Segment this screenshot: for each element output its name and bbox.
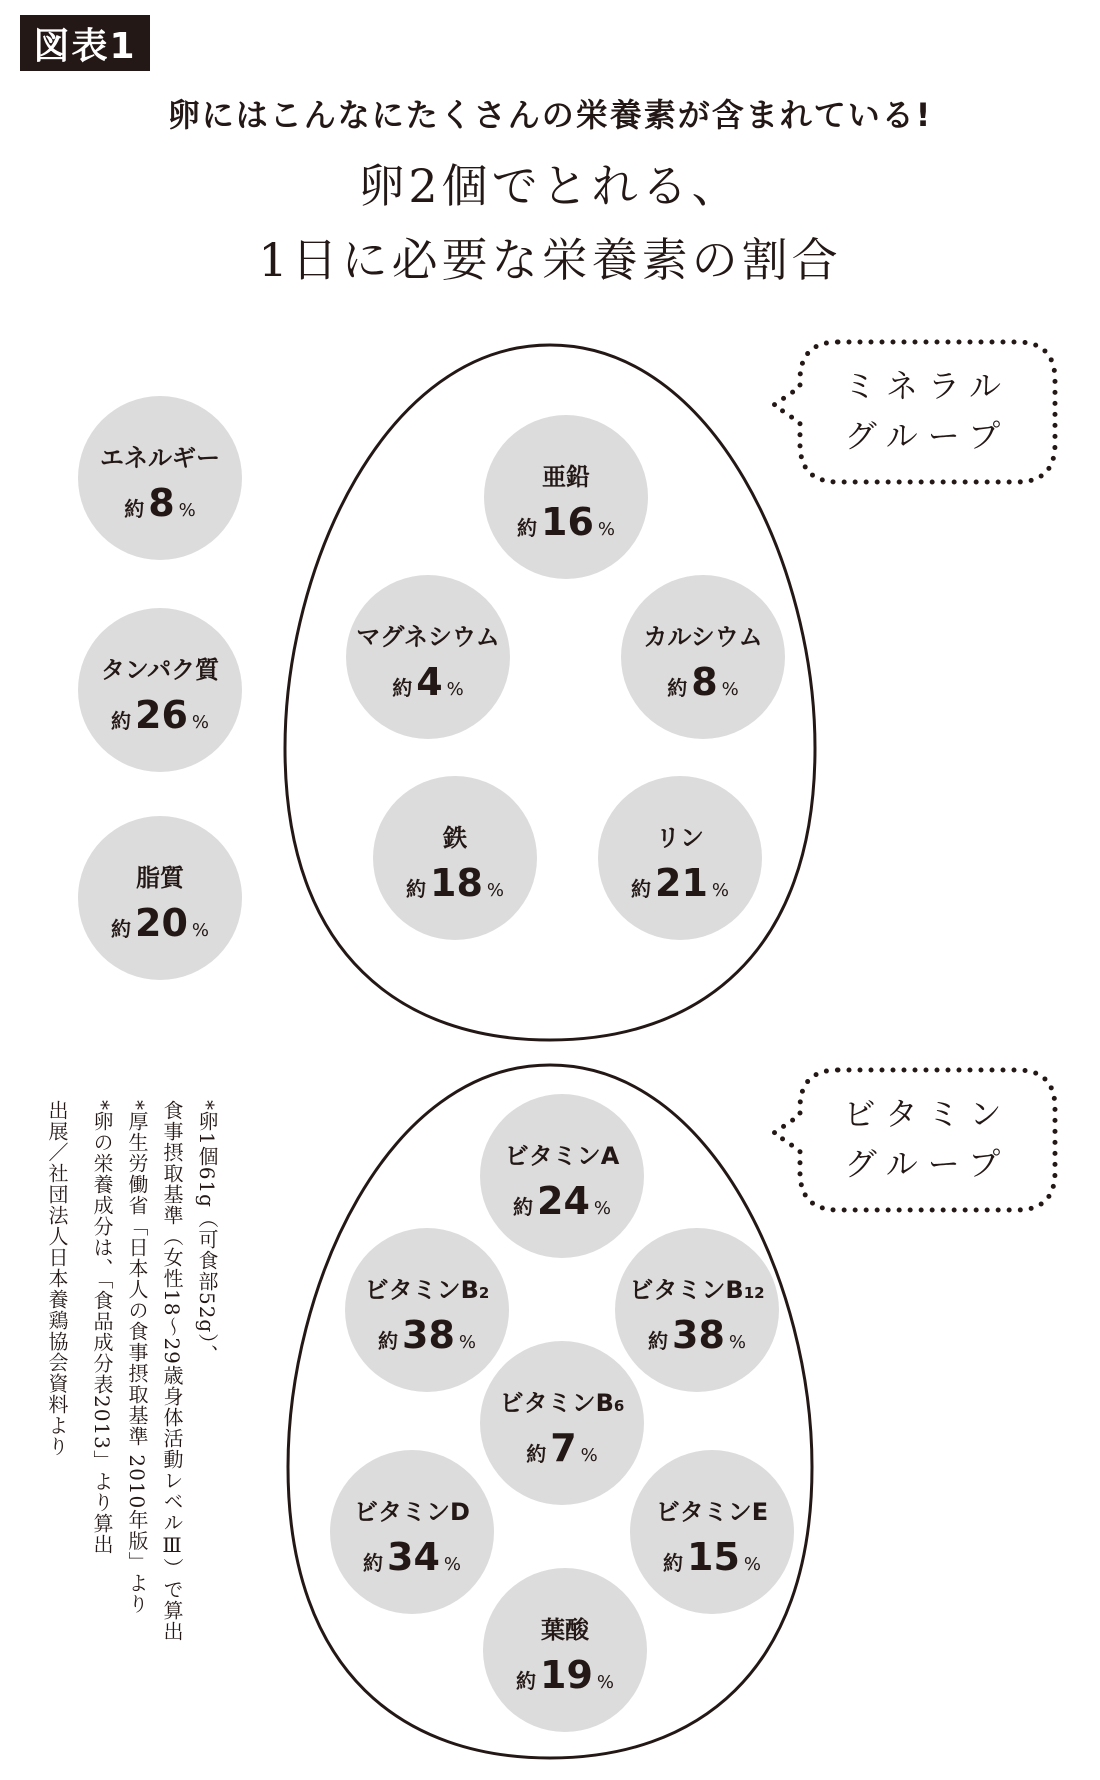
- title-line-1: 卵2個でとれる、: [358, 159, 742, 213]
- nutrient-2-3-circle: [480, 1341, 644, 1505]
- nutrient-0-2-name: 脂質: [136, 864, 184, 892]
- nutrient-0-0-name: エネルギー: [100, 444, 220, 472]
- nutrient-2-0-circle: [480, 1094, 644, 1258]
- nutrient-0-1-circle: [78, 608, 242, 772]
- mineral-group-label-bubble: [774, 342, 1055, 482]
- nutrient-0-2-circle: [78, 816, 242, 980]
- note-3: *厚生労働省「日本人の食事摂取基準 2010年版」より: [125, 1100, 149, 1615]
- note-5: 出展／社団法人日本養鶏協会資料より: [45, 1100, 69, 1457]
- nutrient-0-1-name: タンパク質: [100, 656, 220, 684]
- nutrient-1-3-name: 鉄: [443, 824, 467, 852]
- nutrient-1-1-circle: [346, 575, 510, 739]
- nutrient-2-1-value: 約 38 %: [378, 1313, 476, 1357]
- nutrient-2-1-circle: [345, 1228, 509, 1392]
- vitamin-group-label-line-1: ビタミン: [843, 1095, 1012, 1133]
- mineral-group-label-line-2: グループ: [844, 417, 1011, 455]
- nutrient-2-3-name: ビタミンB6: [499, 1389, 625, 1417]
- nutrient-0-2-value: 約 20 %: [111, 901, 209, 945]
- nutrient-1-1-value: 約 4 %: [392, 660, 464, 704]
- vitamin-group-label-line-2: グループ: [844, 1145, 1011, 1183]
- nutrient-1-2-circle: [621, 575, 785, 739]
- nutrient-0-0-circle: [78, 396, 242, 560]
- nutrient-2-6-value: 約 19 %: [516, 1653, 614, 1697]
- note-1: *卵1個61g（可食部52g）、: [195, 1100, 219, 1366]
- title-line-2: 1日に必要な栄養素の割合: [258, 232, 842, 287]
- nutrient-1-2-value: 約 8 %: [667, 660, 739, 704]
- nutrient-2-4-value: 約 34 %: [363, 1535, 461, 1579]
- mineral-group-label-line-1: ミネラル: [843, 367, 1012, 405]
- nutrient-2-2-name: ビタミンB12: [629, 1276, 765, 1304]
- nutrient-2-2-circle: [615, 1228, 779, 1392]
- nutrient-2-5-value: 約 15 %: [663, 1535, 761, 1579]
- nutrient-1-2-name: カルシウム: [643, 623, 763, 651]
- nutrient-2-0-value: 約 24 %: [513, 1179, 611, 1223]
- nutrient-1-4-circle: [598, 776, 762, 940]
- note-2: 食事摂取基準（女性18～29歳身体活動レベルⅢ）で算出: [160, 1100, 184, 1642]
- nutrient-1-3-circle: [373, 776, 537, 940]
- nutrient-1-4-name: リン: [656, 824, 704, 852]
- figure-tag: 図表1: [20, 15, 150, 71]
- nutrient-2-0-name: ビタミンA: [504, 1142, 620, 1170]
- nutrient-0-1-value: 約 26 %: [111, 693, 209, 737]
- nutrient-2-4-circle: [330, 1450, 494, 1614]
- nutrient-2-3-value: 約 7 %: [526, 1426, 598, 1470]
- nutrient-2-6-name: 葉酸: [541, 1616, 589, 1644]
- subtitle: 卵にはこんなにたくさんの栄養素が含まれている!: [167, 96, 933, 134]
- nutrient-2-6-circle: [483, 1568, 647, 1732]
- nutrient-2-5-name: ビタミンE: [655, 1498, 769, 1526]
- nutrient-1-0-value: 約 16 %: [517, 500, 615, 544]
- nutrient-1-3-value: 約 18 %: [406, 861, 504, 905]
- nutrient-2-2-value: 約 38 %: [648, 1313, 746, 1357]
- nutrient-1-4-value: 約 21 %: [631, 861, 729, 905]
- nutrient-2-1-name: ビタミンB2: [364, 1276, 490, 1304]
- nutrient-1-0-name: 亜鉛: [542, 463, 590, 491]
- nutrient-1-0-circle: [484, 415, 648, 579]
- nutrient-2-5-circle: [630, 1450, 794, 1614]
- nutrient-2-4-name: ビタミンD: [354, 1498, 470, 1526]
- vitamin-group-label-bubble: [774, 1070, 1055, 1210]
- nutrient-1-1-name: マグネシウム: [356, 623, 500, 651]
- note-4: *卵の栄養成分は、「食品成分表2013」より算出: [90, 1100, 114, 1555]
- nutrient-0-0-value: 約 8 %: [124, 481, 196, 525]
